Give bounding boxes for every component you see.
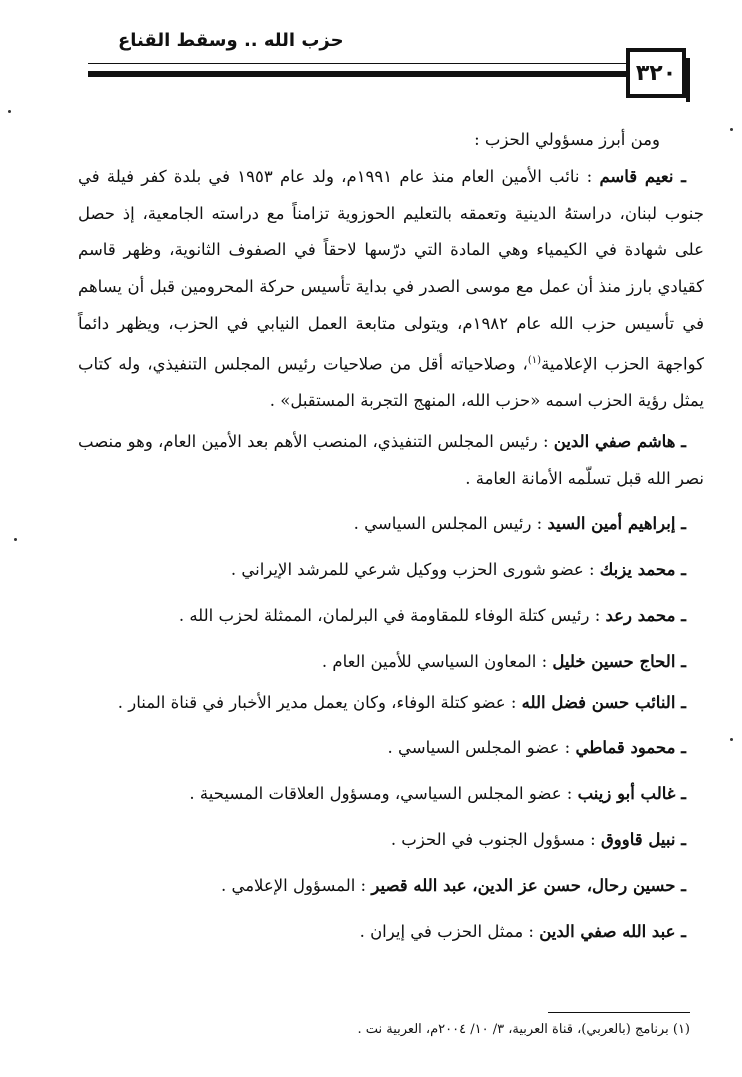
scan-speck: [8, 110, 11, 113]
person-description: : نائب الأمين العام منذ عام ١٩٩١م، ولد عام ١٩٥٣ في بلدة كفر فيلة في جنوب لبنان، دراستهُ الدينية وتعمقه بالتعليم الحوزوية تزامناً مع دراسته الجامعية، إذ حصل على شهادة في الكيمياء وهي المادة التي درّسها لاحقاً في الصفوف الثانوية، وظهر قاسم كقيادي بارز منذ أن عمل مع موسى الصدر في بداية تأسيس حركة المحرومين قبل أن يساهم في تأسيس حزب الله عام ١٩٨٢م، ويتولى متابعة العمل النيابي في الحزب، ويظهر دائماً كواجهة الحزب الإعلامية: [78, 166, 704, 374]
person-description: : رئيس كتلة الوفاء للمقاومة في البرلمان، الممثلة لحزب الله .: [178, 606, 606, 626]
person-name: ـ الحاج حسين خليل: [552, 651, 686, 671]
person-name: ـ غالب أبو زينب: [577, 784, 686, 804]
person-name: ـ نعيم قاسم: [599, 166, 686, 186]
person-description: : رئيس المجلس السياسي .: [353, 514, 548, 534]
person-description: : عضو المجلس السياسي، ومسؤول العلاقات المسيحية .: [189, 784, 578, 804]
list-item: [78, 914, 704, 951]
person-name: ـ هاشم صفي الدين: [553, 431, 686, 451]
person-name: ـ محمد يزبك: [599, 560, 686, 580]
list-item: [78, 424, 704, 498]
list-item: [78, 598, 704, 635]
person-name: ـ نبيل قاووق: [600, 830, 686, 850]
scan-speck: [14, 538, 17, 541]
header-rule-thick: [88, 71, 633, 77]
body-text: [78, 122, 704, 950]
footnote: (١) برنامج (بالعربي)، قناة العربية، ٣/ ١٠/ ٢٠٠٤م، العربية نت .: [357, 1022, 690, 1037]
person-description-cont: ، وصلاحياته أقل من صلاحيات رئيس المجلس التنفيذي، وله كتاب يمثل رؤية الحزب اسمه «حزب الله، المنهج التجربة المستقبل» .: [78, 354, 704, 411]
list-item: [78, 506, 704, 543]
page-number: ٣٢٠: [626, 48, 686, 98]
scan-speck: [730, 738, 733, 741]
person-name: ـ عبد الله صفي الدين: [539, 921, 686, 941]
person-description: : المسؤول الإعلامي .: [220, 875, 372, 895]
person-name: ـ إبراهيم أمين السيد: [547, 514, 686, 534]
person-description: : ممثل الحزب في إيران .: [359, 921, 540, 941]
footnote-ref[interactable]: (١): [527, 354, 542, 366]
list-item: [78, 868, 704, 905]
person-description: : المعاون السياسي للأمين العام .: [321, 651, 553, 671]
person-description: : مسؤول الجنوب في الحزب .: [390, 830, 601, 850]
footnote-rule: [548, 1012, 690, 1013]
running-header-title: حزب الله .. وسقط القناع: [118, 30, 344, 51]
intro-line: ومن أبرز مسؤولي الحزب :: [474, 130, 660, 149]
person-description: : عضو المجلس السياسي .: [387, 738, 576, 758]
person-description: : عضو كتلة الوفاء، وكان يعمل مدير الأخبار في قناة المنار .: [117, 692, 522, 712]
list-item: [78, 822, 704, 859]
person-description: : رئيس المجلس التنفيذي، المنصب الأهم بعد الأمين العام، وهو منصب نصر الله قبل تسلّمه الأمانة العامة .: [78, 431, 704, 488]
person-name: ـ محمد رعد: [605, 606, 686, 626]
list-item: [78, 730, 704, 767]
person-name: ـ حسين رحال، حسن عز الدين، عبد الله قصير: [371, 875, 686, 895]
list-item: [78, 552, 704, 589]
list-item: [78, 776, 704, 813]
list-item: [78, 685, 704, 722]
header-rule-thin: [88, 63, 633, 64]
person-name: ـ النائب حسن فضل الله: [521, 692, 686, 712]
list-item: [78, 159, 704, 420]
scan-speck: [730, 128, 733, 131]
person-name: ـ محمود قماطي: [575, 738, 686, 758]
list-item: [78, 644, 704, 681]
person-description: : عضو شورى الحزب ووكيل شرعي للمرشد الإيراني .: [230, 560, 600, 580]
